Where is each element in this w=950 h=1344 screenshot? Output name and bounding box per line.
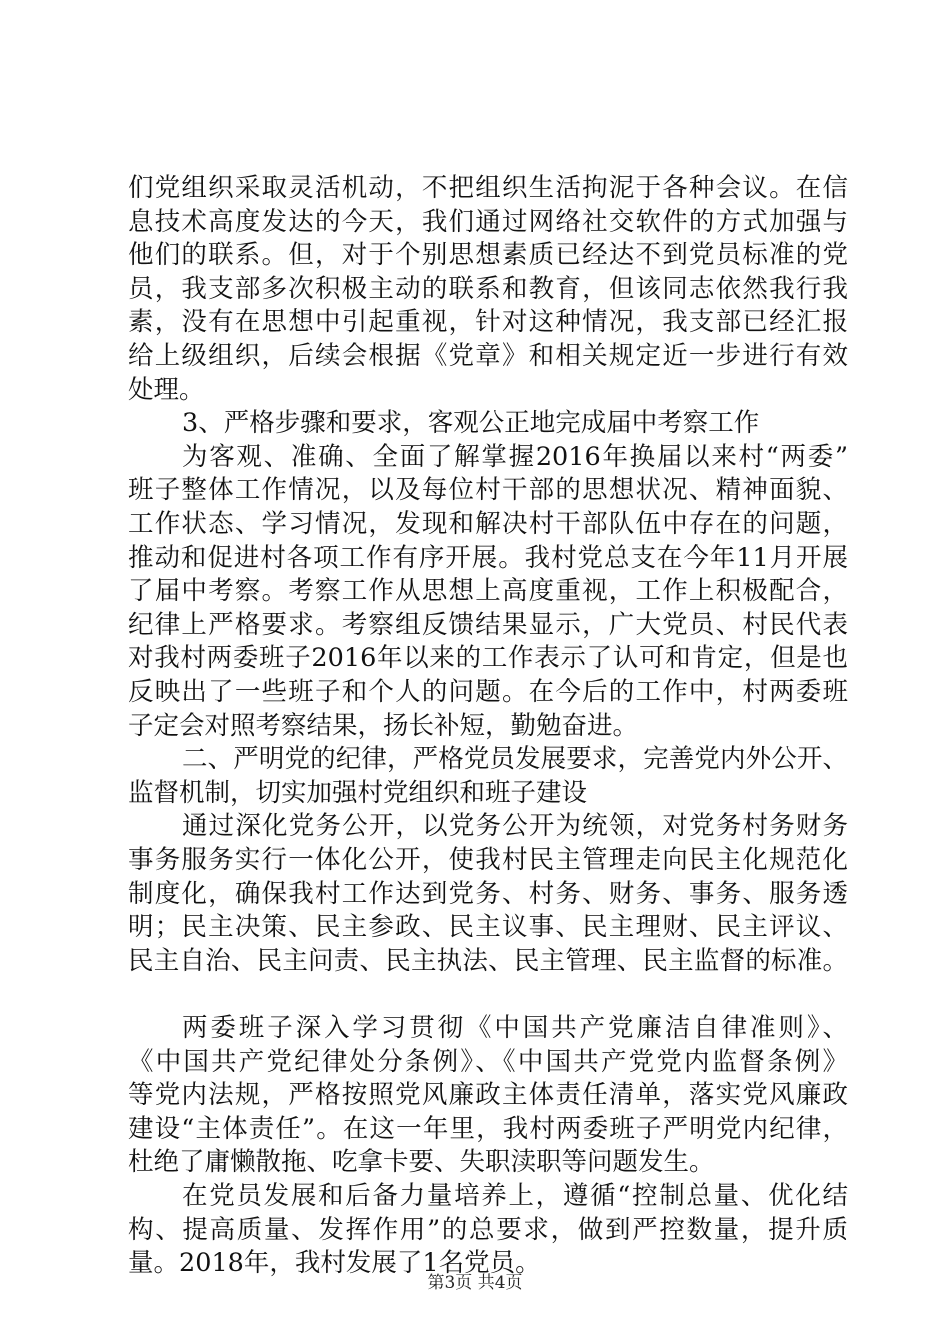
paragraph-line: 等党内法规，严格按照党风廉政主体责任清单，落实党风廉政 <box>128 1080 848 1110</box>
page-footer: 第3页 共4页 <box>427 1273 523 1293</box>
paragraph-line: 素，没有在思想中引起重视，针对这种情况，我支部已经汇报 <box>128 307 848 337</box>
paragraph-line: 反映出了一些班子和个人的问题。在今后的工作中，村两委班 <box>128 677 848 707</box>
paragraph-line: 事务服务实行一体化公开，使我村民主管理走向民主化规范化 <box>128 845 848 875</box>
paragraph-line: 子定会对照考察结果，扬长补短，勤勉奋进。 <box>128 711 639 741</box>
paragraph-line: 《中国共产党纪律处分条例》、《中国共产党党内监督条例》 <box>128 1047 848 1077</box>
paragraph-line: 推动和促进村各项工作有序开展。我村党总支在今年11月开展 <box>128 543 848 573</box>
paragraph-line: 明；民主决策、民主参政、民主议事、民主理财、民主评议、 <box>128 912 848 942</box>
paragraph-line: 给上级组织，后续会根据《党章》和相关规定近一步进行有效 <box>128 341 848 371</box>
paragraph-line: 班子整体工作情况，以及每位村干部的思想状况、精神面貌、 <box>128 475 848 505</box>
paragraph-line: 为客观、准确、全面了解掌握2016年换届以来村“两委” <box>182 442 848 472</box>
paragraph-line: 民主自治、民主问责、民主执法、民主管理、民主监督的标准。 <box>128 946 848 976</box>
paragraph-line: 处理。 <box>128 375 205 405</box>
section-heading: 二、严明党的纪律，严格党员发展要求，完善党内外公开、 <box>182 744 848 774</box>
paragraph-line: 他们的联系。但，对于个别思想素质已经达不到党员标准的党 <box>128 240 848 270</box>
paragraph-line: 对我村两委班子2016年以来的工作表示了认可和肯定，但是也 <box>128 643 848 673</box>
paragraph-line: 纪律上严格要求。考察组反馈结果显示，广大党员、村民代表 <box>128 610 848 640</box>
paragraph-line: 员，我支部多次积极主动的联系和教育，但该同志依然我行我 <box>128 274 848 304</box>
paragraph-line: 两委班子深入学习贯彻《中国共产党廉洁自律准则》、 <box>182 1013 848 1043</box>
section-heading: 3、严格步骤和要求，客观公正地完成届中考察工作 <box>182 408 760 438</box>
paragraph-line: 杜绝了庸懒散拖、吃拿卡要、失职渎职等问题发生。 <box>128 1147 715 1177</box>
paragraph-line: 了届中考察。考察工作从思想上高度重视，工作上积极配合， <box>128 576 848 606</box>
paragraph-line: 制度化，确保我村工作达到党务、村务、财务、事务、服务透 <box>128 879 848 909</box>
paragraph-line: 建设“主体责任”。在这一年里，我村两委班子严明党内纪律， <box>128 1114 848 1144</box>
paragraph-line: 构、提高质量、发挥作用”的总要求，做到严控数量，提升质 <box>128 1215 848 1245</box>
section-heading: 监督机制，切实加强村党组织和班子建设 <box>128 778 588 808</box>
paragraph-line: 量。2018年，我村发展了1名党员。 <box>128 1248 541 1278</box>
paragraph-line: 们党组织采取灵活机动，不把组织生活拘泥于各种会议。在信 <box>128 173 848 203</box>
paragraph-line: 在党员发展和后备力量培养上，遵循“控制总量、优化结 <box>182 1181 848 1211</box>
paragraph-line: 息技术高度发达的今天，我们通过网络社交软件的方式加强与 <box>128 207 848 237</box>
paragraph-line: 通过深化党务公开，以党务公开为统领，对党务村务财务 <box>182 811 848 841</box>
paragraph-line: 工作状态、学习情况，发现和解决村干部队伍中存在的问题， <box>128 509 848 539</box>
